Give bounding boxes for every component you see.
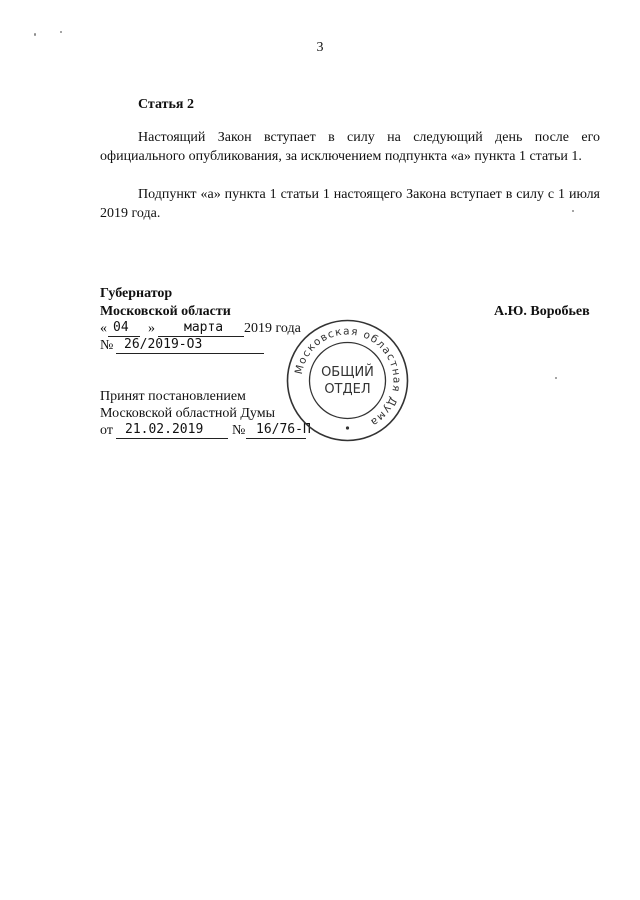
date-quote-open: « [100,321,107,336]
adoption-line-1: Принят постановлением [100,389,246,404]
governor-title: Губернатор [100,286,173,301]
signatory-name: А.Ю. Воробьев [494,304,590,319]
stamp-center-line-2: ОТДЕЛ [324,382,371,397]
law-number-sign: № [100,338,114,353]
adoption-number: 16/76-П [256,422,311,437]
adoption-date: 21.02.2019 [125,422,204,437]
adoption-date-underline [116,438,228,439]
law-number-underline [116,353,264,354]
official-stamp [285,318,410,443]
signing-day: 04 [113,320,129,335]
adoption-number-sign: № [232,423,246,438]
signing-year: 2019 года [244,321,301,336]
stamp-inner-ring [310,343,386,419]
adoption-from-label: от [100,423,113,438]
scan-speck [34,33,36,36]
scan-speck [555,377,557,379]
stamp-center-line-1: ОБЩИЙ [321,365,374,380]
article-heading: Статья 2 [138,97,194,112]
law-number: 26/2019-ОЗ [124,337,203,352]
signing-month: марта [184,320,224,335]
adoption-line-2: Московской областной Думы [100,406,275,421]
date-quote-close: » [148,321,155,336]
stamp-dot [346,426,349,429]
governor-region: Московской области [100,304,231,319]
stamp-ring-text: Московская областная Дума [292,325,403,429]
article-paragraph-2: Подпункт «а» пункта 1 статьи 1 настоящего Закона вступает в силу с 1 июля 2019 года. [100,187,600,221]
article-paragraph-1: Настоящий Закон вступает в силу на следующий день после его официального опубликования, за исключением подпункта «а» пункта 1 статьи 1. [100,130,600,164]
stamp-outer-ring [288,321,408,441]
page-number: 3 [316,40,324,55]
scan-speck [60,31,62,33]
scan-speck [572,210,574,212]
